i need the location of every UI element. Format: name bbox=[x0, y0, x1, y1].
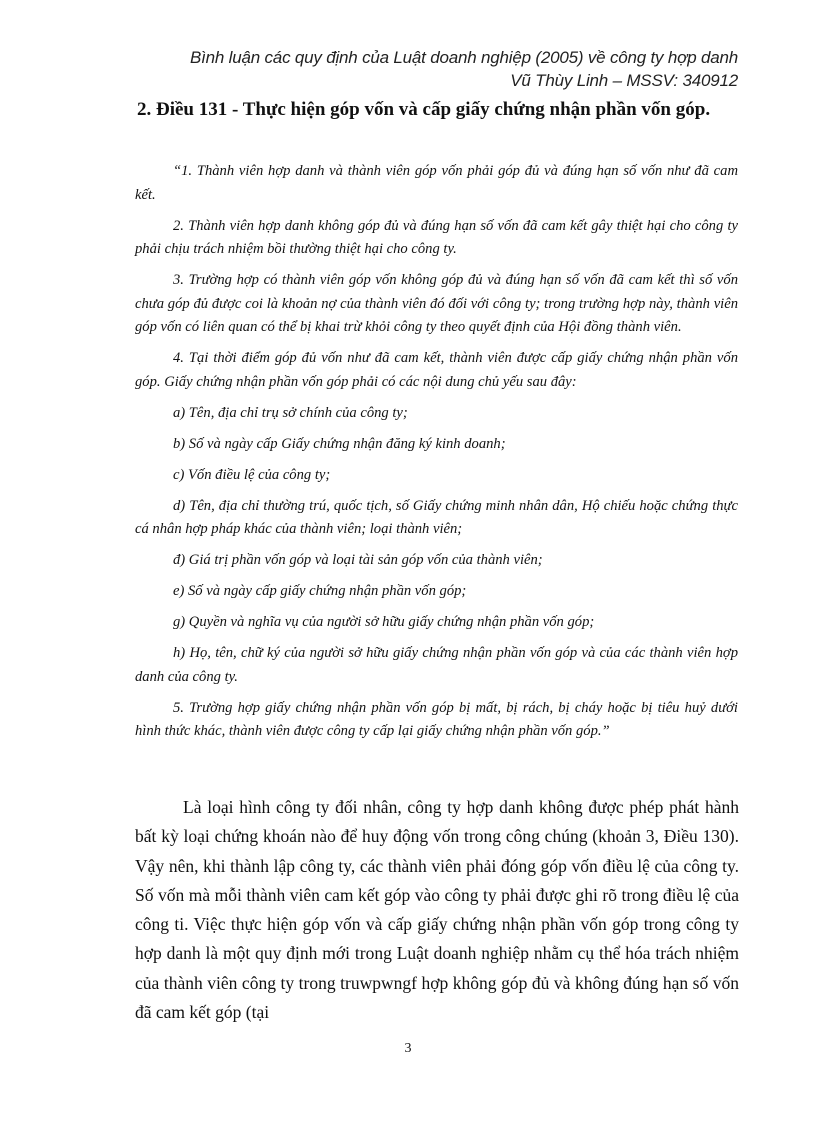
quote-paragraph: 4. Tại thời điểm góp đủ vốn như đã cam kết, thành viên được cấp giấy chứng nhận phần vốn góp. Giấy chứng nhận phần vốn góp phải có các nội dung chủ yếu sau đây: bbox=[135, 350, 738, 390]
page-number: 3 bbox=[404, 1041, 412, 1056]
quote-list-item: b) Số và ngày cấp Giấy chứng nhận đăng ký kinh doanh; bbox=[173, 435, 506, 452]
article-quote bbox=[135, 160, 738, 751]
header-title: Bình luận các quy định của Luật doanh nghiệp (2005) về công ty hợp danh bbox=[189, 48, 738, 67]
header-author: Vũ Thùy Linh – MSSV: 340912 bbox=[510, 71, 738, 90]
quote-list-item: e) Số và ngày cấp giấy chứng nhận phần vốn góp; bbox=[173, 583, 467, 599]
quote-list-item: a) Tên, địa chỉ trụ sở chính của công ty; bbox=[173, 404, 408, 421]
quote-list-item: c) Vốn điều lệ của công ty; bbox=[173, 466, 331, 483]
quote-list-item: d) Tên, địa chỉ thường trú, quốc tịch, số Giấy chứng minh nhân dân, Hộ chiếu hoặc chứng thực cá nhân hợp pháp khác của thành viên; loại thành viên; bbox=[135, 497, 738, 537]
section-heading: 2. Điều 131 - Thực hiện góp vốn và cấp giấy chứng nhận phần vốn góp. bbox=[137, 99, 711, 120]
quote-paragraph: 3. Trường hợp có thành viên góp vốn không góp đủ và đúng hạn số vốn đã cam kết thì số vốn chưa góp đủ được coi là khoản nợ của thành viên đó đối với công ty; trong trường hợp này, thành viên góp vốn có liên quan có thể bị khai trừ khỏi công ty theo quyết định của Hội đồng thành viên. bbox=[135, 272, 738, 335]
quote-paragraph: “1. Thành viên hợp danh và thành viên góp vốn phải góp đủ và đúng hạn số vốn như đã cam kết. bbox=[135, 163, 738, 203]
quote-list-item: g) Quyền và nghĩa vụ của người sở hữu giấy chứng nhận phần vốn góp; bbox=[173, 614, 595, 630]
quote-list-item: đ) Giá trị phần vốn góp và loại tài sản góp vốn của thành viên; bbox=[173, 552, 543, 568]
quote-list-item: h) Họ, tên, chữ ký của người sở hữu giấy chứng nhận phần vốn góp và của các thành viên hợp danh của công ty. bbox=[135, 645, 738, 685]
running-header bbox=[98, 46, 738, 92]
quote-paragraph: 2. Thành viên hợp danh không góp đủ và đúng hạn số vốn đã cam kết gây thiệt hại cho công ty phải chịu trách nhiệm bồi thường thiệt hại cho công ty. bbox=[135, 217, 738, 257]
body-paragraph: Là loại hình công ty đối nhân, công ty hợp danh không được phép phát hành bất kỳ loại chứng khoán nào để huy động vốn trong công chúng (khoản 3, Điều 130). Vậy nên, khi thành lập công ty, các thành viên phải đóng góp vốn điều lệ của công ty. Số vốn mà mỗi thành viên cam kết góp vào công ty phải được ghi rõ trong điều lệ của công ti. Việc thực hiện góp vốn và cấp giấy chứng nhận phần vốn góp trong công ty hợp danh là một quy định mới trong Luật doanh nghiệp nhằm cụ thể hóa trách nhiệm của thành viên công ty trong truwpwngf hợp không góp đủ và không đúng hạn số vốn đã cam kết góp (tại bbox=[135, 797, 739, 1023]
quote-paragraph: 5. Trường hợp giấy chứng nhận phần vốn góp bị mất, bị rách, bị cháy hoặc bị tiêu huỷ dưới hình thức khác, thành viên được công ty cấp lại giấy chứng nhận phần vốn góp.” bbox=[135, 699, 738, 739]
